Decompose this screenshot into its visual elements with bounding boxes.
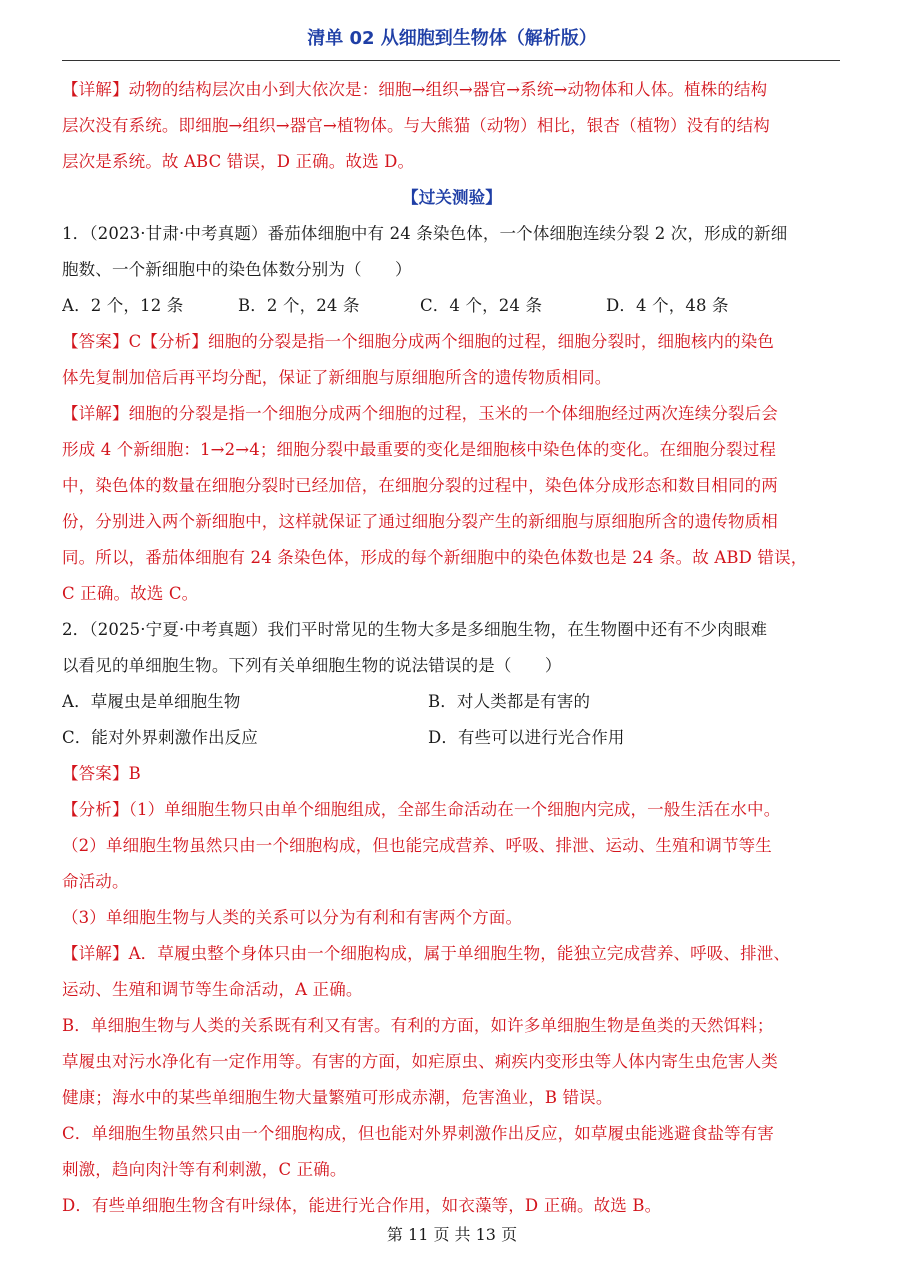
q2-explanation-line: D．有些单细胞生物含有叶绿体，能进行光合作用，如衣藻等，D 正确。故选 B。: [62, 1196, 662, 1215]
q2-explanation-line: 刺激，趋向肉汁等有利刺激，C 正确。: [62, 1160, 347, 1179]
q2-option-c: C．能对外界刺激作出反应: [62, 728, 258, 747]
q2-explanation-line: B．单细胞生物与人类的关系既有利又有害。有利的方面，如许多单细胞生物是鱼类的天然饵料；: [62, 1016, 774, 1035]
q2-options-row: [62, 684, 842, 720]
q2-stem-line: 以看见的单细胞生物。下列有关单细胞生物的说法错误的是（ ）: [62, 656, 562, 675]
q1-explanation-line: 中，染色体的数量在细胞分裂时已经加倍，在细胞分裂的过程中，染色体分成形态和数目相同的两: [62, 476, 778, 495]
q2-option-a: A．草履虫是单细胞生物: [62, 692, 241, 711]
q1-explanation-line: 形成 4 个新细胞：1→2→4；细胞分裂中最重要的变化是细胞核中染色体的变化。在细胞分裂过程: [62, 440, 777, 459]
page-number: 第 11 页 共 13 页: [386, 1225, 518, 1244]
q1-options: [62, 288, 842, 324]
q1-explanation-line: 份，分别进入两个新细胞中，这样就保证了通过细胞分裂产生的新细胞与原细胞所含的遗传物质相: [62, 512, 778, 531]
q2-stem-line: 2．（2025·宁夏·中考真题）我们平时常见的生物大多是多细胞生物，在生物圈中还有不少肉眼难: [62, 620, 768, 639]
q2-analysis-line: （2）单细胞生物虽然只由一个细胞构成，但也能完成营养、呼吸、排泄、运动、生殖和调节等生: [62, 836, 772, 855]
q2-option-b: B．对人类都是有害的: [428, 692, 591, 711]
q2-explanation-line: C．单细胞生物虽然只由一个细胞构成，但也能对外界刺激作出反应，如草履虫能逃避食盐等有害: [62, 1124, 775, 1143]
q1-option-a: A．2 个，12 条: [62, 296, 184, 315]
q2-answer: 【答案】B: [62, 764, 141, 783]
page-content: [62, 72, 842, 1224]
q2-explanation-line: 健康；海水中的某些单细胞生物大量繁殖可形成赤潮，危害渔业，B 错误。: [62, 1088, 613, 1107]
q2-analysis-line: 【分析】（1）单细胞生物只由单个细胞组成，全部生命活动在一个细胞内完成，一般生活在水中。: [62, 800, 781, 819]
q1-option-b: B．2 个，24 条: [238, 296, 360, 315]
q2-analysis-line: 命活动。: [62, 872, 129, 891]
q2-option-d: D．有些可以进行光合作用: [428, 728, 625, 747]
section-title: 【过关测验】: [402, 188, 502, 207]
q1-option-c: C．4 个，24 条: [420, 296, 543, 315]
q2-explanation-line: 【详解】A．草履虫整个身体只由一个细胞构成，属于单细胞生物，能独立完成营养、呼吸、排泄、: [62, 944, 791, 963]
intro-explanation-line: 层次是系统。故 ABC 错误，D 正确。故选 D。: [62, 152, 415, 171]
q1-explanation-line: C 正确。故选 C。: [62, 584, 199, 603]
q2-options-row: [62, 720, 842, 756]
q1-explanation-line: 同。所以，番茄体细胞有 24 条染色体，形成的每个新细胞中的染色体数也是 24 条。故 ABD 错误，: [62, 548, 808, 567]
q1-answer-analysis-line: 【答案】C【分析】细胞的分裂是指一个细胞分成两个细胞的过程，细胞分裂时，细胞核内的染色: [62, 332, 775, 351]
q2-explanation-line: 草履虫对污水净化有一定作用等。有害的方面，如疟原虫、痢疾内变形虫等人体内寄生虫危害人类: [62, 1052, 778, 1071]
q1-option-d: D．4 个，48 条: [606, 296, 729, 315]
q1-stem-line: 1．（2023·甘肃·中考真题）番茄体细胞中有 24 条染色体，一个体细胞连续分裂 2 次，形成的新细: [62, 224, 788, 243]
intro-explanation-line: 层次没有系统。即细胞→组织→器官→植物体。与大熊猫（动物）相比，银杏（植物）没有的结构: [62, 116, 770, 135]
q2-explanation-line: 运动、生殖和调节等生命活动，A 正确。: [62, 980, 363, 999]
q2-analysis-line: （3）单细胞生物与人类的关系可以分为有利和有害两个方面。: [62, 908, 523, 927]
q1-stem-line: 胞数、一个新细胞中的染色体数分别为（ ）: [62, 260, 412, 279]
q1-answer-analysis-line: 体先复制加倍后再平均分配，保证了新细胞与原细胞所含的遗传物质相同。: [62, 368, 612, 387]
header-divider: [62, 60, 840, 61]
intro-explanation-line: 【详解】动物的结构层次由小到大依次是：细胞→组织→器官→系统→动物体和人体。植株的结构: [62, 80, 768, 99]
q1-explanation-line: 【详解】细胞的分裂是指一个细胞分成两个细胞的过程，玉米的一个体细胞经过两次连续分裂后会: [62, 404, 778, 423]
page-header-title: 清单 02 从细胞到生物体（解析版）: [307, 28, 597, 49]
